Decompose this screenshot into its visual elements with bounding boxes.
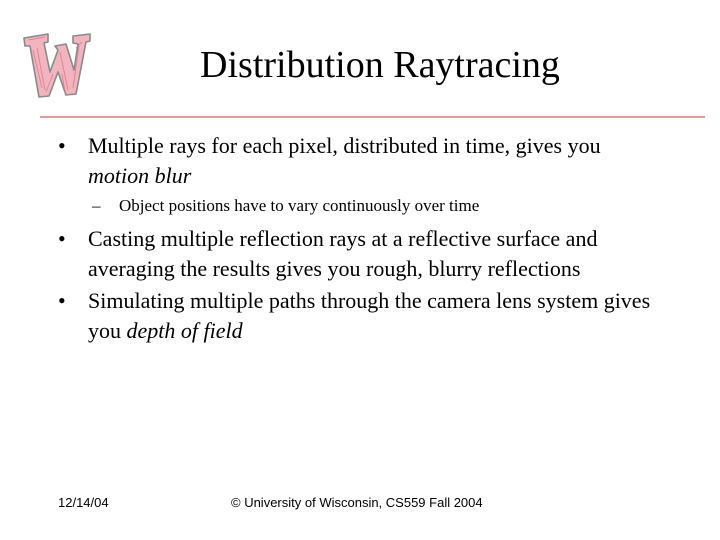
sub-bullet-text: Object positions have to vary continuously over time bbox=[119, 196, 480, 215]
sub-bullet-marker: – bbox=[92, 196, 101, 215]
bullet-text bbox=[88, 286, 658, 346]
bullet-marker: • bbox=[58, 226, 66, 251]
footer-copyright: © University of Wisconsin, CS559 Fall 2004 bbox=[231, 495, 483, 510]
bullet-text: Casting multiple reflection rays at a reflective surface and averaging the results gives you rough, blurry reflections bbox=[88, 226, 598, 281]
bullet-item bbox=[58, 224, 658, 284]
bullet-marker: • bbox=[58, 288, 66, 313]
wisconsin-w-logo-icon bbox=[18, 28, 94, 100]
bullet-text bbox=[88, 131, 658, 191]
title-divider bbox=[40, 116, 705, 118]
bullet-marker: • bbox=[58, 133, 66, 158]
bullet-item bbox=[58, 131, 658, 191]
slide-title: Distribution Raytracing bbox=[200, 44, 560, 86]
bullet-text-emphasis: depth of field bbox=[126, 318, 243, 343]
bullet-text-main: Simulating multiple paths through the camera lens system gives you bbox=[88, 288, 651, 343]
bullet-text-emphasis: motion blur bbox=[88, 163, 192, 188]
bullet-item bbox=[58, 286, 658, 346]
bullet-text-main: Multiple rays for each pixel, distributed in time, gives you bbox=[88, 133, 601, 158]
footer-date: 12/14/04 bbox=[58, 495, 109, 510]
